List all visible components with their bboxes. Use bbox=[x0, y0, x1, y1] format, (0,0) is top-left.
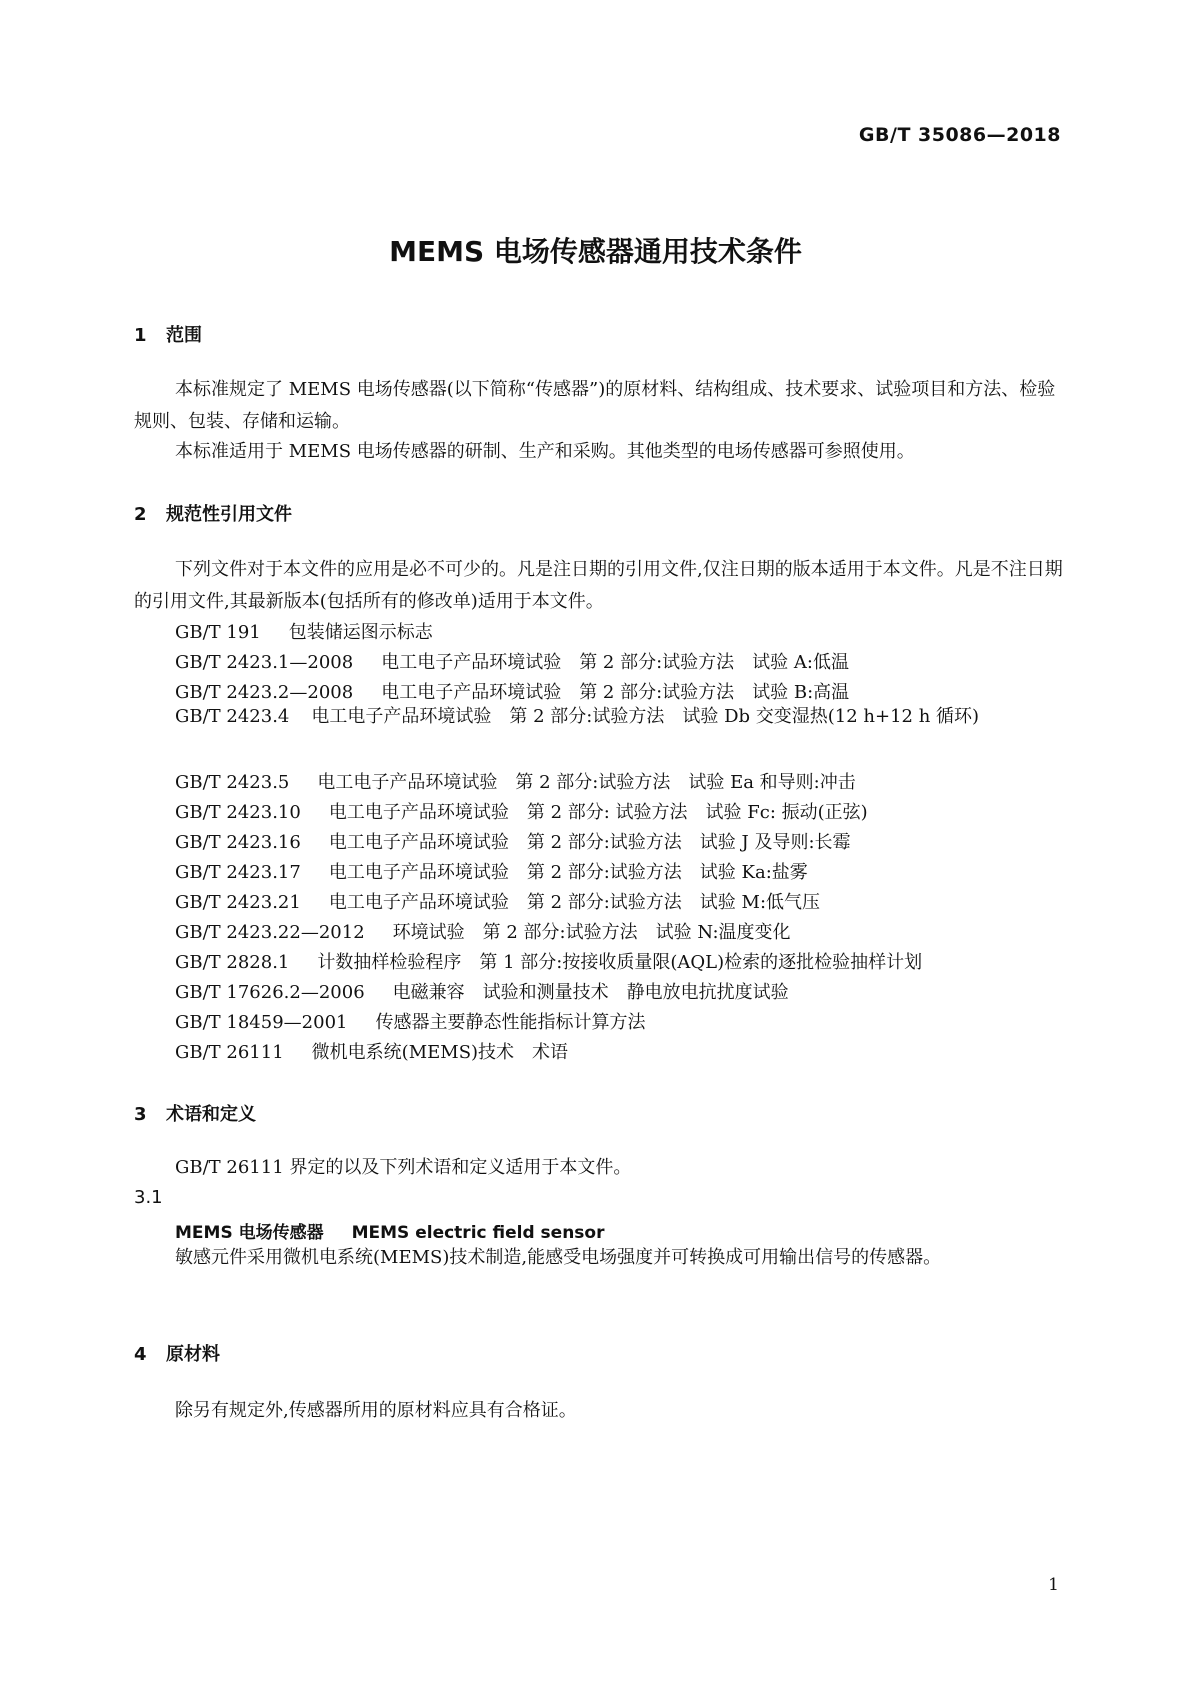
section-title: 范围 bbox=[166, 325, 202, 346]
reference-title: 传感器主要静态性能指标计算方法 bbox=[375, 1012, 646, 1033]
reference-item bbox=[134, 701, 1064, 733]
section-4-heading bbox=[134, 1340, 220, 1366]
reference-code: GB/T 18459—2001 bbox=[175, 1012, 348, 1033]
reference-code: GB/T 2423.4 bbox=[175, 706, 290, 727]
section-title: 规范性引用文件 bbox=[166, 504, 292, 525]
scope-paragraph-1: 本标准规定了 MEMS 电场传感器(以下简称“传感器”)的原材料、结构组成、技术要求、试验项目和方法、检验规则、包装、存储和运输。 bbox=[134, 379, 1056, 432]
reference-code: GB/T 2423.17 bbox=[175, 862, 301, 883]
scope-paragraph-2: 本标准适用于 MEMS 电场传感器的研制、生产和采购。其他类型的电场传感器可参照使用。 bbox=[175, 441, 915, 462]
reference-code: GB/T 17626.2—2006 bbox=[175, 982, 365, 1003]
reference-title: 电工电子产品环境试验 第 2 部分:试验方法 试验 J 及导则:长霉 bbox=[328, 832, 851, 853]
reference-title: 环境试验 第 2 部分:试验方法 试验 N:温度变化 bbox=[392, 922, 791, 943]
reference-item bbox=[175, 858, 808, 884]
section-2-heading bbox=[134, 500, 292, 526]
reference-code: GB/T 2423.2—2008 bbox=[175, 682, 354, 703]
reference-title: 电工电子产品环境试验 第 2 部分:试验方法 试验 Ka:盐雾 bbox=[328, 862, 808, 883]
section-number: 3 bbox=[134, 1104, 147, 1125]
reference-code: GB/T 191 bbox=[175, 622, 261, 643]
term-number: 3.1 bbox=[134, 1187, 163, 1208]
reference-item bbox=[175, 948, 922, 974]
reference-item bbox=[175, 618, 433, 644]
section-3-heading bbox=[134, 1100, 256, 1126]
reference-title: 微机电系统(MEMS)技术 术语 bbox=[311, 1042, 569, 1063]
reference-item bbox=[175, 828, 851, 854]
term-heading bbox=[175, 1218, 605, 1243]
reference-item bbox=[175, 648, 849, 674]
section-title: 术语和定义 bbox=[166, 1104, 256, 1125]
reference-title: 电工电子产品环境试验 第 2 部分:试验方法 试验 Db 交变湿热(12 h+12 h 循环) bbox=[311, 706, 980, 727]
reference-title: 电工电子产品环境试验 第 2 部分:试验方法 试验 A:低温 bbox=[381, 652, 849, 673]
reference-item bbox=[175, 918, 791, 944]
reference-item bbox=[175, 1038, 568, 1064]
section-number: 2 bbox=[134, 504, 147, 525]
materials-paragraph: 除另有规定外,传感器所用的原材料应具有合格证。 bbox=[175, 1400, 577, 1421]
reference-title: 电磁兼容 试验和测量技术 静电放电抗扰度试验 bbox=[392, 982, 789, 1003]
section-number: 1 bbox=[134, 325, 147, 346]
reference-item bbox=[175, 978, 789, 1004]
document-title: MEMS 电场传感器通用技术条件 bbox=[389, 235, 802, 268]
reference-code: GB/T 2423.21 bbox=[175, 892, 301, 913]
reference-item bbox=[175, 1008, 645, 1034]
reference-title: 电工电子产品环境试验 第 2 部分:试验方法 试验 Ea 和导则:冲击 bbox=[317, 772, 856, 793]
reference-code: GB/T 2423.16 bbox=[175, 832, 301, 853]
reference-code: GB/T 2423.22—2012 bbox=[175, 922, 365, 943]
term-zh: MEMS 电场传感器 bbox=[175, 1223, 324, 1243]
reference-code: GB/T 2828.1 bbox=[175, 952, 290, 973]
terms-intro: GB/T 26111 界定的以及下列术语和定义适用于本文件。 bbox=[175, 1157, 632, 1178]
section-1-heading bbox=[134, 321, 202, 347]
reference-title: 电工电子产品环境试验 第 2 部分:试验方法 试验 B:高温 bbox=[381, 682, 850, 703]
term-en: MEMS electric field sensor bbox=[351, 1223, 605, 1243]
reference-title: 电工电子产品环境试验 第 2 部分: 试验方法 试验 Fc: 振动(正弦) bbox=[328, 802, 868, 823]
reference-code: GB/T 2423.1—2008 bbox=[175, 652, 354, 673]
reference-title: 包装储运图示标志 bbox=[288, 622, 433, 643]
reference-item bbox=[175, 798, 868, 824]
reference-title: 电工电子产品环境试验 第 2 部分:试验方法 试验 M:低气压 bbox=[328, 892, 821, 913]
standard-number: GB/T 35086—2018 bbox=[858, 124, 1061, 146]
section-title: 原材料 bbox=[166, 1344, 220, 1365]
term-definition: 敏感元件采用微机电系统(MEMS)技术制造,能感受电场强度并可转换成可用输出信号的传感器。 bbox=[175, 1247, 942, 1268]
reference-item bbox=[175, 888, 820, 914]
reference-title: 计数抽样检验程序 第 1 部分:按接收质量限(AQL)检索的逐批检验抽样计划 bbox=[317, 952, 923, 973]
reference-code: GB/T 2423.10 bbox=[175, 802, 301, 823]
section-number: 4 bbox=[134, 1344, 147, 1365]
reference-item bbox=[175, 768, 856, 794]
page-number: 1 bbox=[1048, 1575, 1059, 1595]
reference-code: GB/T 2423.5 bbox=[175, 772, 290, 793]
reference-code: GB/T 26111 bbox=[175, 1042, 284, 1063]
references-intro: 下列文件对于本文件的应用是必不可少的。凡是注日期的引用文件,仅注日期的版本适用于本文件。凡是不注日期的引用文件,其最新版本(包括所有的修改单)适用于本文件。 bbox=[134, 559, 1063, 612]
